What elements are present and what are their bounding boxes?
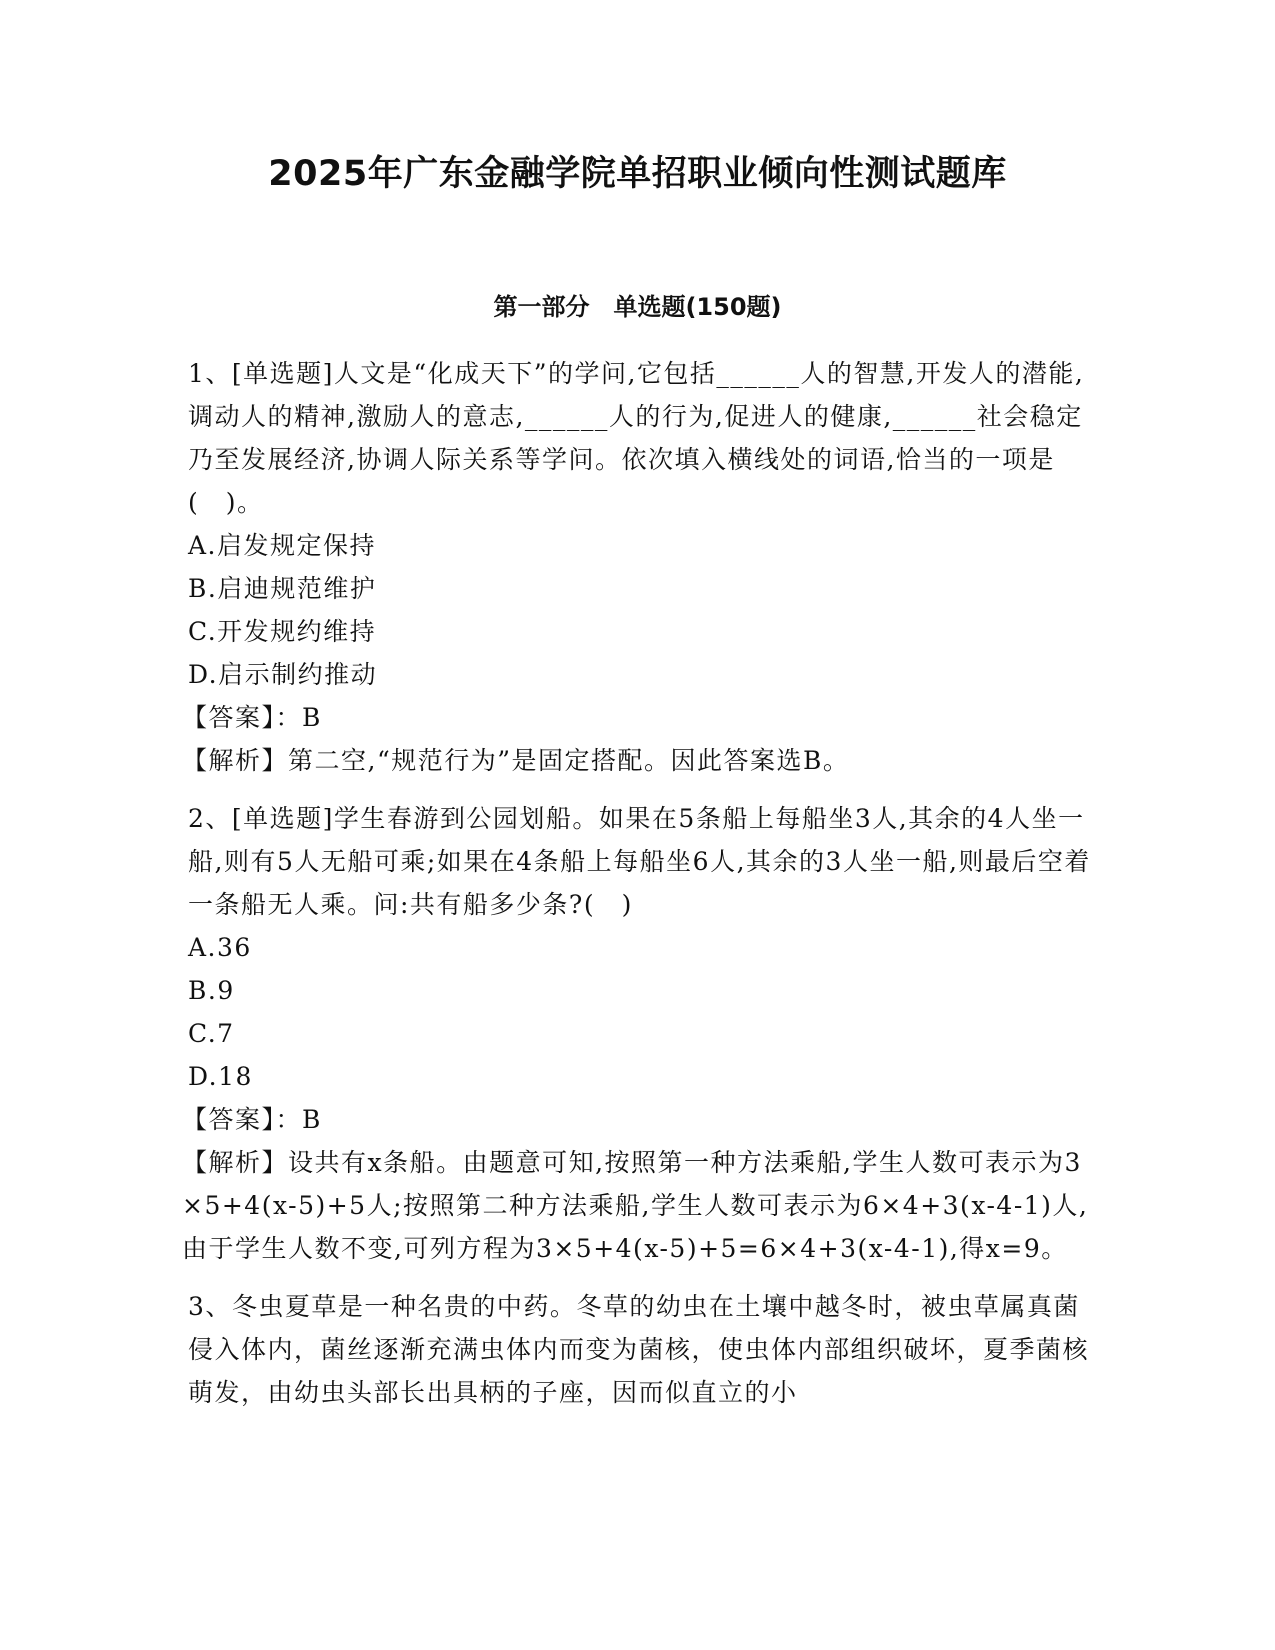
question-stem: 3、冬虫夏草是一种名贵的中药。冬草的幼虫在土壤中越冬时，被虫草属真菌侵入体内，菌丝逐渐充满虫体内而变为菌核，使虫体内部组织破坏，夏季菌核萌发，由幼虫头部长出具柄的子座，因而似直立的小 bbox=[188, 1292, 1090, 1407]
analysis-text: 【解析】第二空,“规范行为”是固定搭配。因此答案选B。 bbox=[182, 746, 850, 775]
question-2 bbox=[182, 797, 1093, 1270]
option-a: A.启发规定保持 bbox=[188, 531, 377, 560]
section-name: 单选题(150题) bbox=[613, 293, 782, 321]
option-d: D.18 bbox=[188, 1062, 253, 1091]
section-part: 第一部分 bbox=[493, 293, 590, 321]
option-c: C.7 bbox=[188, 1019, 235, 1048]
question-stem: 1、[单选题]人文是“化成天下”的学问,它包括______人的智慧,开发人的潜能,调动人的精神,激励人的意志,______人的行为,促进人的健康,______社会稳定乃至发展经济,协调人际关系等学问。依次填入横线处的词语,恰当的一项是( )。 bbox=[188, 359, 1085, 517]
option-b: B.启迪规范维护 bbox=[188, 574, 377, 603]
answer-line: 【答案】：B bbox=[182, 703, 322, 732]
question-stem: 2、[单选题]学生春游到公园划船。如果在5条船上每船坐3人,其余的4人坐一船,则有5人无船可乘;如果在4条船上每船坐6人,其余的3人坐一船,则最后空着一条船无人乘。问:共有船多少条?( ) bbox=[188, 804, 1091, 919]
answer-line: 【答案】：B bbox=[182, 1105, 322, 1134]
question-list bbox=[182, 352, 1093, 1429]
option-a: A.36 bbox=[188, 933, 252, 962]
document-title: 2025年广东金融学院单招职业倾向性测试题库 bbox=[268, 154, 1007, 194]
option-b: B.9 bbox=[188, 976, 235, 1005]
option-c: C.开发规约维持 bbox=[188, 617, 377, 646]
section-heading bbox=[0, 290, 1275, 324]
analysis-text: 【解析】设共有x条船。由题意可知,按照第一种方法乘船,学生人数可表示为3×5+4(x-5)+5人;按照第二种方法乘船,学生人数可表示为6×4+3(x-4-1)人,由于学生人数不变,可列方程为3×5+4(x-5)+5=6×4+3(x-4-1),得x=9。 bbox=[182, 1148, 1089, 1263]
question-1 bbox=[182, 352, 1093, 782]
option-d: D.启示制约推动 bbox=[188, 660, 378, 689]
question-3 bbox=[188, 1285, 1093, 1414]
